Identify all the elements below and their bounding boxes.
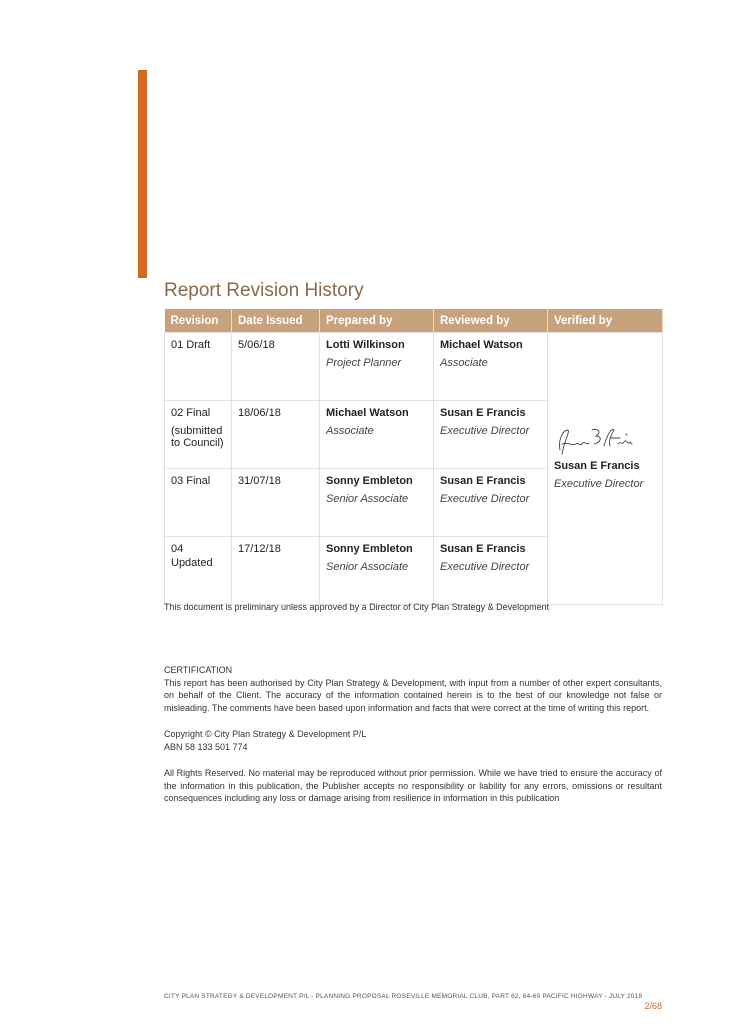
cell-reviewed: Susan E Francis Executive Director — [434, 537, 548, 605]
cell-prepared: Michael Watson Associate — [320, 401, 434, 469]
revision-table — [164, 309, 663, 605]
abn-line: ABN 58 133 501 774 — [164, 741, 248, 752]
cell-date: 17/12/18 — [232, 537, 320, 605]
header-reviewed-by: Reviewed by — [434, 309, 548, 333]
preliminary-note: This document is preliminary unless approved by a Director of City Plan Strategy & Development — [164, 602, 550, 612]
cell-date: 5/06/18 — [232, 333, 320, 401]
certification-section — [164, 664, 662, 819]
cell-reviewed: Michael Watson Associate — [434, 333, 548, 401]
page-number: 2/68 — [644, 1001, 662, 1011]
cell-revision: 03 Final — [165, 469, 232, 537]
cell-verified — [548, 333, 663, 605]
certification-body: This report has been authorised by City Plan Strategy & Development, with input from a number of other expert consultants, on behalf of the Client. The accuracy of the information contained herein is to the best of our knowledge not false or misleading. The comments have been based upon information and facts that were correct at the time of writing this report. — [164, 677, 662, 713]
cell-prepared: Sonny Embleton Senior Associate — [320, 537, 434, 605]
verified-role: Executive Director — [554, 478, 644, 490]
certification-heading: CERTIFICATION — [164, 665, 233, 675]
cell-reviewed: Susan E Francis Executive Director — [434, 469, 548, 537]
signature-image — [554, 424, 649, 460]
header-revision: Revision — [165, 309, 232, 333]
page-title: Report Revision History — [164, 280, 364, 301]
table-row — [165, 333, 663, 401]
accent-bar — [138, 70, 147, 278]
header-prepared-by: Prepared by — [320, 309, 434, 333]
cell-revision: 02 Final (submitted to Council) — [165, 401, 232, 469]
copyright-line: Copyright © City Plan Strategy & Development P/L — [164, 729, 367, 739]
header-date-issued: Date Issued — [232, 309, 320, 333]
footer-text: CITY PLAN STRATEGY & DEVELOPMENT P/L - PLANNING PROPOSAL ROSEVILLE MEMORIAL CLUB, PART 62, 64-69 PACIFIC HIGHWAY - JULY 2018 — [164, 993, 643, 1000]
cell-prepared: Sonny Embleton Senior Associate — [320, 469, 434, 537]
cell-prepared: Lotti Wilkinson Project Planner — [320, 333, 434, 401]
cell-revision: 01 Draft — [165, 333, 232, 401]
cell-reviewed: Susan E Francis Executive Director — [434, 401, 548, 469]
cell-date: 31/07/18 — [232, 469, 320, 537]
verified-name: Susan E Francis — [554, 460, 640, 472]
header-verified-by: Verified by — [548, 309, 663, 333]
rights-statement: All Rights Reserved. No material may be reproduced without prior permission. While we have tried to ensure the accuracy of the information in this publication, the Publisher accepts no responsibility or liability for any errors, omissions or resultant consequences including any loss or damage arising from resilience in information in this publication — [164, 768, 662, 803]
table-header-row — [165, 309, 663, 333]
cell-revision: 04 Updated — [165, 537, 232, 605]
cell-date: 18/06/18 — [232, 401, 320, 469]
